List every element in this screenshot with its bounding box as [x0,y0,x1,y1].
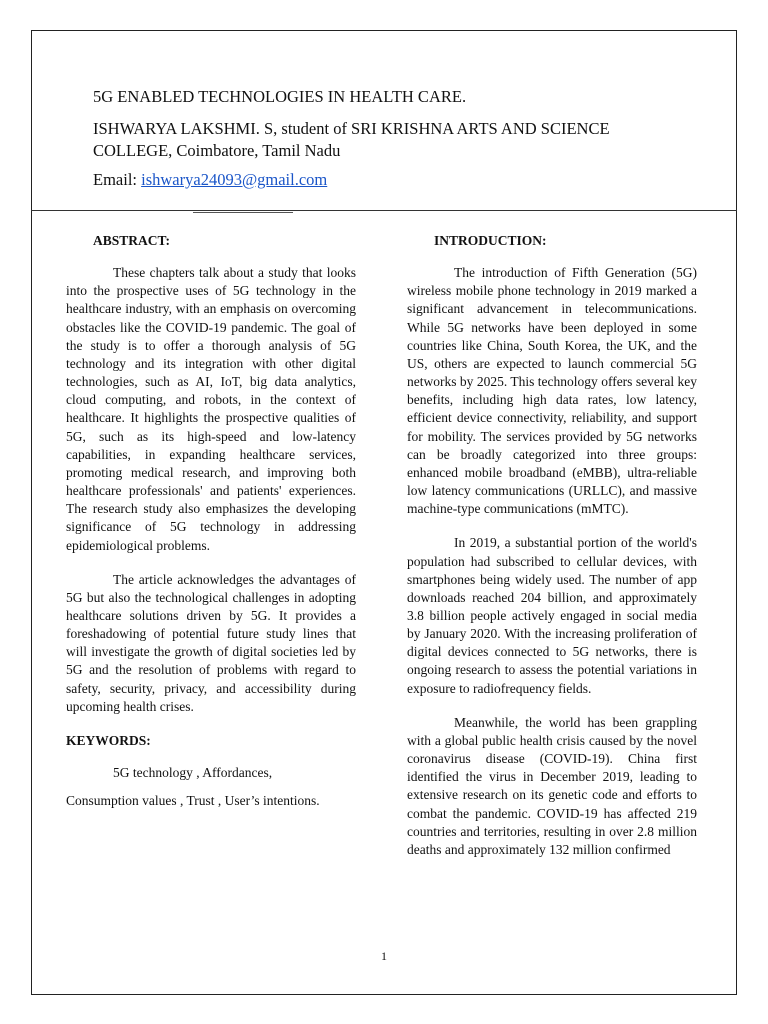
introduction-paragraph-1: The introduction of Fifth Generation (5G) wireless mobile phone technology in 2019 marked a significant advancement in telecommunications. While 5G networks have been deployed in some countries like China, South Korea, the UK, and the US, others are expected to launch commercial 5G networks by 2025. This technology offers several key benefits, including high data rates, low latency, efficient device connectivity, reliability, and support for mobility. The services provided by 5G networks can be broadly categorized into three groups: enhanced mobile broadband (eMBB), ultra-reliable low latency communications (URLLC), and massive machine-type communications (mMTC). [407,265,697,517]
abstract-paragraph-2: The article acknowledges the advantages of 5G but also the technological challenges in adopting healthcare solutions driven by 5G. It provides a foreshadowing of potential future study lines that will investigate the growth of digital societies led by 5G and the resolution of problems with regard to safety, security, privacy, and accessibility during upcoming health crises. [66,571,356,714]
email-line [93,170,327,190]
introduction-paragraph-2: In 2019, a substantial portion of the world's population had subscribed to cellular devices, with smartphones being widely used. The number of app downloads reached 204 billion, and approximately 3.8 billion people actively engaged in social media by January 2020. With the increasing proliferation of digital devices connected to 5G networks, there is ongoing research to assess the potential variations in exposure to radiofrequency fields. [407,535,697,696]
left-column [66,232,356,826]
header-divider-short [193,212,293,213]
keywords-line-2: Consumption values , Trust , User’s intentions. [66,793,320,809]
email-link[interactable]: ishwarya24093@gmail.com [141,170,328,189]
email-label: Email: [93,170,142,189]
right-column [407,232,697,875]
introduction-paragraph-3: Meanwhile, the world has been grappling with a global public health crisis caused by the novel coronavirus disease (COVID-19). China first identified the virus in December 2019, leading to extensive research on its genetic code and efforts to combat the pandemic. COVID-19 has affected 219 countries and territories, resulting in over 2.8 million deaths and approximately 132 million confirmed [407,714,697,857]
keywords-heading: KEYWORDS: [66,732,151,748]
introduction-heading: INTRODUCTION: [434,233,547,248]
header-divider [31,210,737,211]
author-line: ISHWARYA LAKSHMI. S, student of SRI KRISHNA ARTS AND SCIENCE COLLEGE, Coimbatore, Tamil Nadu [93,119,610,160]
paper-title: 5G ENABLED TECHNOLOGIES IN HEALTH CARE. [93,87,467,106]
abstract-heading: ABSTRACT: [93,233,171,248]
abstract-paragraph-1: These chapters talk about a study that looks into the prospective uses of 5G technology in the healthcare industry, with an emphasis on overcoming obstacles like the COVID-19 pandemic. The goal of the study is to offer a thorough analysis of 5G technology and its integration with other digital technologies, such as AI, IoT, big data analytics, cloud computing, and robots, in the context of healthcare. It highlights the prospective qualities of 5G, such as its high-speed and low-latency capabilities, in expanding healthcare services, promoting medical research, and improving both healthcare professionals' and patients' experiences. The research study also emphasizes the developing significance of 5G technology in addressing epidemiological problems. [66,265,356,553]
page-number: 1 [381,949,387,963]
keywords-line-1: 5G technology , Affordances, [113,765,273,781]
